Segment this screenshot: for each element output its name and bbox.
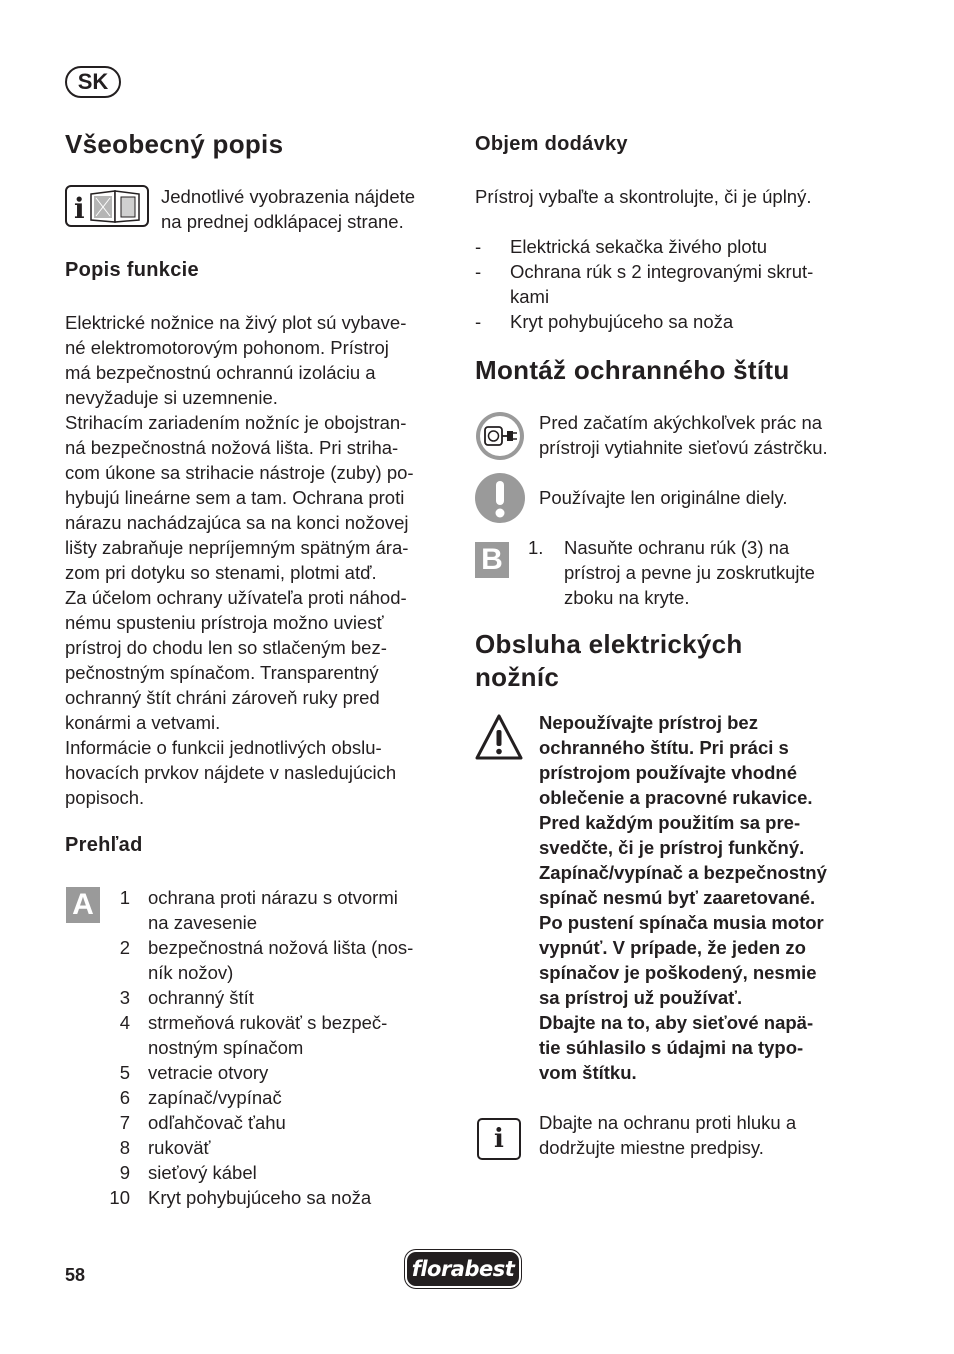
function-line: Za účelom ochrany užívateľa proti náhod-: [65, 587, 407, 608]
overview-item-label: ochranný štít: [148, 987, 254, 1008]
list-dash: -: [475, 311, 482, 332]
language-badge: SK: [65, 66, 121, 98]
overview-item-number: 7: [119, 1112, 130, 1133]
front-page-note: Jednotlivé vyobrazenia nájdete na prednej odklápacej strane.: [161, 186, 416, 232]
overview-item-label: nostným spínačom: [148, 1037, 304, 1058]
operation-title: Obsluha elektrických nožníc: [475, 629, 743, 692]
function-description: [65, 310, 455, 810]
figure-a-badge: A: [66, 887, 100, 923]
overview-item-label: bezpečnostná nožová lišta (nos-: [148, 937, 414, 958]
delivery-scope-intro: Prístroj vybaľte a skontrolujte, či je úplný.: [475, 186, 812, 207]
function-line: popisoch.: [65, 787, 145, 808]
function-line: má bezpečnostnú ochrannú izoláciu a: [65, 362, 376, 383]
mount-step-text: Nasuňte ochranu rúk (3) na prístroj a pevne ju zoskrutkujte zboku na kryte.: [564, 537, 815, 608]
delivery-scope-item-label: Kryt pohybujúceho sa noža: [510, 311, 734, 332]
overview-item: [106, 885, 456, 935]
function-heading: Popis funkcie: [65, 259, 199, 281]
overview-item: [106, 1085, 456, 1110]
page-number: 58: [65, 1265, 86, 1285]
function-line: pečnostným spínačom. Transparentný: [65, 662, 379, 683]
overview-heading: Prehľad: [65, 834, 143, 856]
overview-list: [106, 885, 456, 1210]
warning-line: tie súhlasilo s údajmi na typo-: [539, 1037, 804, 1058]
original-parts-note: Používajte len originálne diely.: [539, 487, 788, 508]
function-line: nárazu nachádzajúca sa na konci nožovej: [65, 512, 409, 533]
overview-item-label: ník nožov): [148, 962, 234, 983]
overview-item: [106, 1185, 456, 1210]
unplug-note: Pred začatím akýchkoľvek prác na prístroji vytiahnite sieťovú zástrčku.: [539, 412, 828, 458]
overview-item-label: Kryt pohybujúceho sa noža: [148, 1187, 372, 1208]
warning-line: vypnúť. V prípade, že jeden zo: [539, 937, 806, 958]
warning-line: prístrojom používajte vhodné: [539, 762, 797, 783]
overview-item: [106, 1060, 456, 1085]
function-line: ochranný štít chráni zároveň ruky pred: [65, 687, 380, 708]
warning-triangle-icon: [475, 713, 523, 761]
overview-item: [106, 1010, 456, 1060]
safety-warning-text: [539, 710, 869, 1085]
overview-item-number: 5: [119, 1062, 130, 1083]
overview-item-label: strmeňová rukoväť s bezpeč-: [148, 1012, 388, 1033]
delivery-scope-item-label: Elektrická sekačka živého plotu: [510, 236, 768, 257]
delivery-scope-item-label: Ochrana rúk s 2 integrovanými skrut-: [510, 261, 814, 282]
warning-line: Dbajte na to, aby sieťové napä-: [539, 1012, 814, 1033]
delivery-scope-heading: Objem dodávky: [475, 133, 628, 155]
warning-line: sa prístroj už používať.: [539, 987, 743, 1008]
warning-line: Zapínač/vypínač a bezpečnostný: [539, 862, 827, 883]
function-line: hybujú lineárne sem a tam. Ochrana proti: [65, 487, 405, 508]
exclamation-icon: [475, 473, 525, 523]
overview-item-number: 4: [119, 1012, 130, 1033]
warning-line: spínač nesmú byť zaaretované.: [539, 887, 816, 908]
overview-item-label: vetracie otvory: [148, 1062, 269, 1083]
unplug-icon: [475, 411, 525, 461]
function-line: konármi a vetvami.: [65, 712, 221, 733]
overview-item-number: 1: [119, 887, 130, 908]
overview-item-number: 9: [119, 1162, 130, 1183]
list-dash: -: [475, 236, 482, 257]
warning-line: Po pustení spínača musia motor: [539, 912, 824, 933]
function-line: lišty zabraňuje nepríjemným spätným ára-: [65, 537, 409, 558]
function-line: nevyžaduje si uzemnenie.: [65, 387, 278, 408]
overview-item-label: ochrana proti nárazu s otvormi: [148, 887, 398, 908]
warning-line: vom štítku.: [539, 1062, 637, 1083]
overview-item: [106, 985, 456, 1010]
overview-item-number: 6: [119, 1087, 130, 1108]
overview-item: [106, 1135, 456, 1160]
warning-line: oblečenie a pracovné rukavice.: [539, 787, 813, 808]
function-line: hovacích prvkov nájdete v nasledujúcich: [65, 762, 397, 783]
function-line: nému spusteniu prístroja možno uviesť: [65, 612, 384, 633]
warning-line: ochranného štítu. Pri práci s: [539, 737, 789, 758]
delivery-scope-item-label: kami: [510, 286, 550, 307]
florabest-logo: florabest: [407, 1252, 519, 1286]
mounting-title: Montáž ochranného štítu: [475, 355, 790, 385]
overview-item-label: odľahčovač ťahu: [148, 1112, 286, 1133]
overview-item-number: 3: [119, 987, 130, 1008]
book-info-icon: [65, 185, 149, 227]
svg-text:i: i: [74, 192, 85, 225]
general-description-title: Všeobecný popis: [65, 129, 284, 159]
mount-step-number: 1.: [528, 537, 544, 558]
overview-item-label: zapínač/vypínač: [148, 1087, 282, 1108]
warning-line: spínačov je poškodený, nesmie: [539, 962, 817, 983]
delivery-scope-item: [475, 259, 865, 309]
delivery-scope-item: [475, 234, 865, 259]
function-line: ná bezpečnostná nožová lišta. Pri striha-: [65, 437, 399, 458]
overview-item-number: 8: [119, 1137, 130, 1158]
overview-item: [106, 935, 456, 985]
figure-b-badge: B: [475, 542, 509, 578]
delivery-scope-list: [475, 234, 865, 334]
overview-item-label: rukoväť: [148, 1137, 211, 1158]
function-line: prístroj do chodu len so stlačeným bez-: [65, 637, 387, 658]
function-line: né elektromotorovým pohonom. Prístroj: [65, 337, 389, 358]
warning-line: Nepoužívajte prístroj bez: [539, 712, 758, 733]
function-line: zom pri dotyku so stenami, plotmi atď.: [65, 562, 377, 583]
overview-item-label: sieťový kábel: [148, 1162, 257, 1183]
overview-item-number: 10: [109, 1187, 130, 1208]
function-line: Elektrické nožnice na živý plot sú vybave-: [65, 312, 407, 333]
overview-item: [106, 1110, 456, 1135]
overview-item-number: 2: [119, 937, 130, 958]
function-line: Strihacím zariadením nožníc je obojstran-: [65, 412, 407, 433]
info-icon: i: [477, 1118, 521, 1160]
overview-item-label: na zavesenie: [148, 912, 258, 933]
delivery-scope-item: [475, 309, 865, 334]
warning-line: svedčte, či je prístroj funkčný.: [539, 837, 805, 858]
overview-item: [106, 1160, 456, 1185]
list-dash: -: [475, 261, 482, 282]
warning-line: Pred každým použitím sa pre-: [539, 812, 801, 833]
noise-protection-note: Dbajte na ochranu proti hluku a dodržujte miestne predpisy.: [539, 1112, 797, 1158]
function-line: com úkone sa strihacie nástroje (zuby) po-: [65, 462, 414, 483]
function-line: Informácie o funkcii jednotlivých obslu-: [65, 737, 382, 758]
